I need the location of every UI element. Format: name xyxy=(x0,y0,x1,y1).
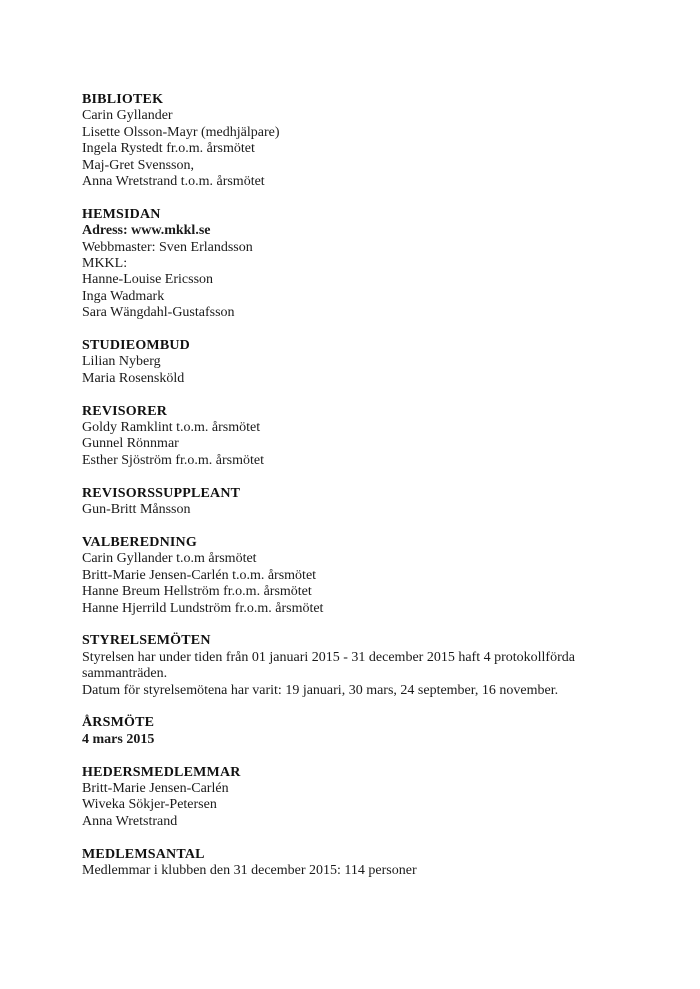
member-line: Hanne Hjerrild Lundström fr.o.m. årsmötet xyxy=(82,600,324,616)
member-line: Carin Gyllander t.o.m årsmötet xyxy=(82,551,257,567)
member-line: Britt-Marie Jensen-Carlén t.o.m. årsmötet xyxy=(82,567,317,583)
member-line: Inga Wadmark xyxy=(82,288,165,304)
member-line: Britt-Marie Jensen-Carlén xyxy=(82,780,229,796)
member-line: MKKL: xyxy=(82,256,128,272)
member-line: Anna Wretstrand xyxy=(82,813,178,829)
section-heading: STUDIEOMBUD xyxy=(82,338,190,354)
section-heading: HEMSIDAN xyxy=(82,206,161,222)
member-line: Lilian Nyberg xyxy=(82,354,161,370)
member-line: Wiveka Sökjer-Petersen xyxy=(82,797,217,813)
meetings-paragraph: Styrelsen har under tiden från 01 januari 2015 - 31 december 2015 haft 4 protokollförda sammanträden. xyxy=(82,649,575,682)
section-bibliotek xyxy=(82,92,682,190)
section-studieombud xyxy=(82,338,682,387)
section-heading: VALBEREDNING xyxy=(82,534,197,550)
document-page xyxy=(82,92,682,896)
member-line: Webbmaster: Sven Erlandsson xyxy=(82,239,253,255)
member-line: Hanne Breum Hellström fr.o.m. årsmötet xyxy=(82,584,312,600)
member-line: Maria Rosensköld xyxy=(82,370,185,386)
section-valberedning xyxy=(82,535,682,617)
section-heading: REVISORSSUPPLEANT xyxy=(82,485,241,501)
section-hedersmedlemmar xyxy=(82,765,682,831)
member-line: Gunnel Rönnmar xyxy=(82,436,179,452)
section-heading: ÅRSMÖTE xyxy=(82,715,155,731)
section-heading: HEDERSMEDLEMMAR xyxy=(82,764,241,780)
member-line: Maj-Gret Svensson, xyxy=(82,157,194,173)
section-revisorer xyxy=(82,404,682,470)
member-line: Lisette Olsson-Mayr (medhjälpare) xyxy=(82,124,280,140)
member-line: Hanne-Louise Ericsson xyxy=(82,272,214,288)
section-medlemsantal xyxy=(82,847,682,880)
section-heading: STYRELSEMÖTEN xyxy=(82,633,211,649)
member-line: Sara Wängdahl-Gustafsson xyxy=(82,305,235,321)
member-count-line: Medlemmar i klubben den 31 december 2015: 114 personer xyxy=(82,862,417,878)
section-revisorssuppleant xyxy=(82,486,682,519)
member-line: Ingela Rystedt fr.o.m. årsmötet xyxy=(82,141,255,157)
section-arsmote xyxy=(82,715,682,748)
member-line: Anna Wretstrand t.o.m. årsmötet xyxy=(82,174,265,190)
member-line: Gun-Britt Månsson xyxy=(82,502,191,518)
member-line: Esther Sjöström fr.o.m. årsmötet xyxy=(82,452,264,468)
annual-meeting-date: 4 mars 2015 xyxy=(82,731,155,747)
section-hemsidan xyxy=(82,207,682,322)
section-heading: BIBLIOTEK xyxy=(82,92,164,107)
website-address: Adress: www.mkkl.se xyxy=(82,223,211,239)
section-heading: REVISORER xyxy=(82,403,168,419)
member-line: Goldy Ramklint t.o.m. årsmötet xyxy=(82,420,261,436)
section-styrelsemoten xyxy=(82,633,682,699)
meeting-dates: Datum för styrelsemötena har varit: 19 januari, 30 mars, 24 september, 16 november. xyxy=(82,682,559,698)
member-line: Carin Gyllander xyxy=(82,108,173,124)
section-heading: MEDLEMSANTAL xyxy=(82,846,205,862)
